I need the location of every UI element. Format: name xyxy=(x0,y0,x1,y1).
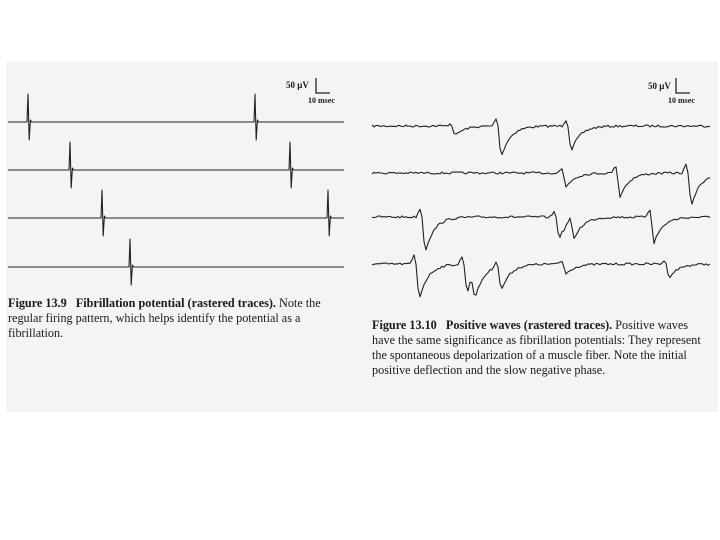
left-scale-time: 10 msec xyxy=(308,96,335,105)
positive-wave-trace-4 xyxy=(372,255,710,297)
right-caption-title: Positive waves (rastered traces). xyxy=(445,318,613,332)
right-scale-amplitude: 50 μV xyxy=(648,81,671,91)
positive-wave-trace-3 xyxy=(372,209,710,250)
right-caption-number: Figure 13.10 xyxy=(372,318,437,332)
left-scale-amplitude: 50 μV xyxy=(286,80,309,90)
left-caption-body: Note the regular firing pattern, which helps identify the potential as a fibrillation. xyxy=(8,296,321,340)
right-caption xyxy=(372,318,712,378)
positive-wave-trace-1 xyxy=(372,119,710,155)
right-scale-bar xyxy=(648,76,708,112)
left-caption-title: Fibrillation potential (rastered traces). xyxy=(75,296,276,310)
right-scale-time: 10 msec xyxy=(668,96,695,105)
left-caption-number: Figure 13.9 xyxy=(8,296,67,310)
positive-wave-trace-2 xyxy=(372,164,710,204)
right-caption-body: Positive waves have the same significance as fibrillation potentials: They represent the spontaneous depolarization of a muscle fiber. Note the initial positive deflection and the slow negative phase. xyxy=(372,318,701,377)
